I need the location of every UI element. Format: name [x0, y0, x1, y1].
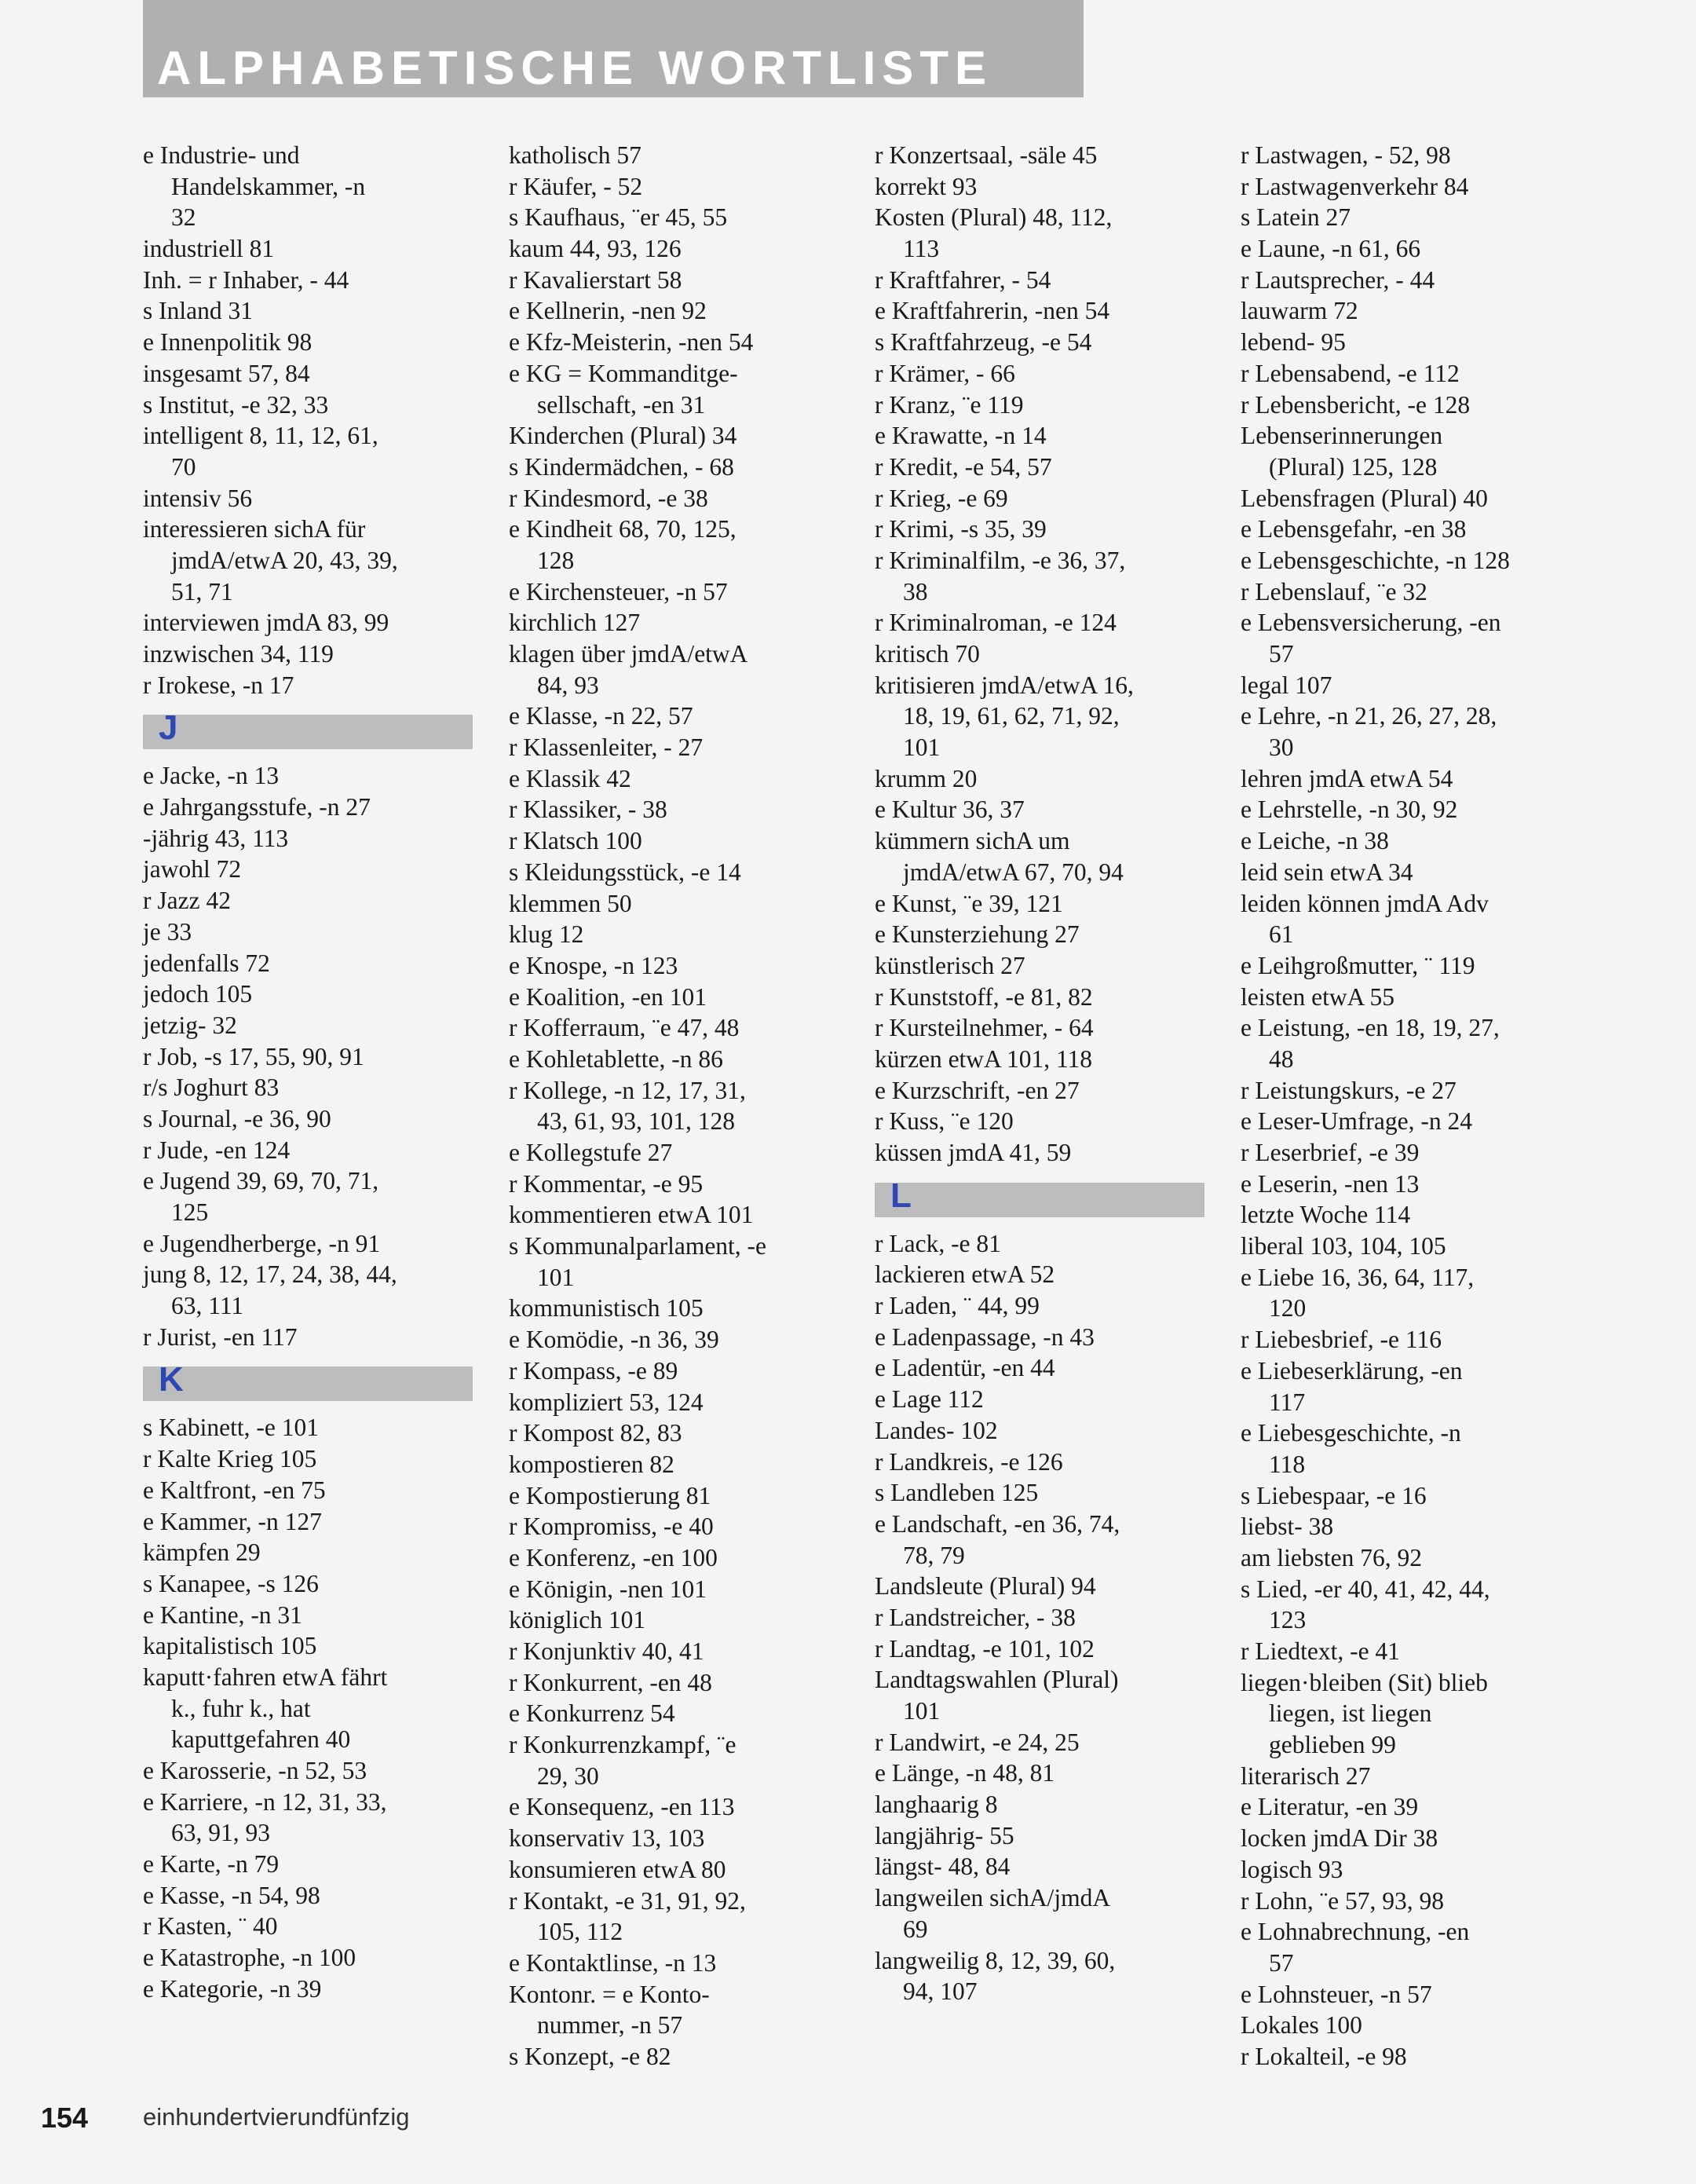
word-entry-line: langweilig 8, 12, 39, 60, — [875, 1946, 1116, 1974]
word-entry-line: r Lohn, ¨e 57, 93, 98 — [1241, 1886, 1444, 1915]
word-entry-line: e Kompostierung 81 — [509, 1481, 711, 1509]
word-entry-line: s Latein 27 — [1241, 203, 1351, 232]
word-entry-line: e Liebeserklärung, -en — [1241, 1356, 1463, 1385]
word-entry-line: jedoch 105 — [143, 980, 253, 1008]
word-entry-line: letzte Woche 114 — [1241, 1201, 1411, 1229]
word-entry-line: r Leserbrief, -e 39 — [1241, 1139, 1420, 1166]
word-entry-line: e Kategorie, -n 39 — [143, 1974, 322, 2003]
word-entry-line: 51, 71 — [171, 577, 233, 605]
word-entry-line: r Kavalierstart 58 — [509, 265, 682, 294]
word-entry-line: e Liebesgeschichte, -n — [1241, 1419, 1461, 1447]
section-header — [143, 708, 473, 749]
word-entry-line: e Leser-Umfrage, -n 24 — [1241, 1107, 1472, 1136]
word-column-4 — [1241, 140, 1594, 2072]
word-entry-line: r Landtag, -e 101, 102 — [875, 1634, 1095, 1663]
word-entry-line: e Konkurrenz 54 — [509, 1699, 675, 1728]
word-entry-line: r Kredit, -e 54, 57 — [875, 452, 1052, 481]
word-entry-line: langjährig- 55 — [875, 1821, 1014, 1849]
word-entry-line: 70 — [171, 452, 196, 481]
page-number-words: einhundertvierundfünfzig — [143, 2103, 410, 2131]
word-entry-line: kirchlich 127 — [509, 609, 641, 637]
word-entry-line: r Lautsprecher, - 44 — [1241, 265, 1435, 294]
word-entry-line: r Laden, ¨ 44, 99 — [875, 1292, 1040, 1320]
word-entry-line: s Lied, -er 40, 41, 42, 44, — [1241, 1575, 1490, 1603]
word-entry-line: e Karriere, -n 12, 31, 33, — [143, 1787, 387, 1816]
word-entry-line: 57 — [1269, 1948, 1294, 1977]
word-entry-line: e Ladentür, -en 44 — [875, 1354, 1055, 1382]
word-entry-line: s Kindermädchen, - 68 — [509, 452, 734, 481]
word-entry-line: e Konsequenz, -en 113 — [509, 1793, 735, 1821]
word-entry-line: korrekt 93 — [875, 172, 978, 200]
word-entry-line: 117 — [1269, 1388, 1306, 1416]
word-entry-line: r Kollege, -n 12, 17, 31, — [509, 1076, 746, 1104]
word-entry-line: (Plural) 125, 128 — [1269, 452, 1438, 481]
word-entry-line: r Kontakt, -e 31, 91, 92, — [509, 1886, 746, 1915]
word-entry-line: s Inland 31 — [143, 297, 253, 325]
word-entry-line: interessieren sichA für — [143, 515, 366, 543]
word-entry-line: jmdA/etwA 67, 70, 94 — [903, 858, 1124, 886]
word-entry-line: lehren jmdA etwA 54 — [1241, 764, 1453, 792]
word-entry-line: e Kammer, -n 127 — [143, 1507, 322, 1535]
word-entry-line: königlich 101 — [509, 1606, 646, 1634]
word-entry-line: e Leserin, -nen 13 — [1241, 1169, 1420, 1198]
word-entry-line: r Krieg, -e 69 — [875, 484, 1008, 512]
word-entry-line: r Kompass, -e 89 — [509, 1356, 678, 1385]
word-entry-line: kritisieren jmdA/etwA 16, — [875, 671, 1134, 699]
page-number: 154 — [41, 2102, 89, 2134]
word-entry-line: r Lastwagenverkehr 84 — [1241, 172, 1469, 200]
word-entry-line: e Lehre, -n 21, 26, 27, 28, — [1241, 702, 1497, 730]
word-entry-line: künstlerisch 27 — [875, 951, 1025, 979]
word-entry-line: 18, 19, 61, 62, 71, 92, — [903, 702, 1120, 730]
word-entry-line: r Konzertsaal, -säle 45 — [875, 141, 1098, 169]
word-entry-line: r Landkreis, -e 126 — [875, 1447, 1063, 1476]
word-entry-line: küssen jmdA 41, 59 — [875, 1139, 1072, 1166]
word-entry-line: krumm 20 — [875, 764, 978, 792]
word-entry-line: Kontonr. = e Konto- — [509, 1980, 710, 2008]
word-entry-line: r Lack, -e 81 — [875, 1229, 1001, 1257]
word-entry-line: e Laune, -n 61, 66 — [1241, 235, 1421, 263]
word-entry-line: 30 — [1269, 733, 1294, 762]
word-entry-line: e KG = Kommanditge- — [509, 359, 738, 387]
word-entry-line: liegen, ist liegen — [1269, 1699, 1432, 1728]
word-entry-line: s Kaufhaus, ¨er 45, 55 — [509, 203, 728, 232]
word-entry-line: Landes- 102 — [875, 1416, 998, 1444]
word-entry-line: e Kurzschrift, -en 27 — [875, 1076, 1080, 1104]
word-entry-line: e Karosserie, -n 52, 53 — [143, 1757, 367, 1784]
word-entry-line: literarisch 27 — [1241, 1761, 1371, 1790]
word-entry-line: e Komödie, -n 36, 39 — [509, 1326, 719, 1354]
word-entry-line: e Karte, -n 79 — [143, 1850, 280, 1879]
word-entry-line: e Kraftfahrerin, -nen 54 — [875, 297, 1110, 325]
word-entry-line: e Lebensversicherung, -en — [1241, 609, 1501, 637]
word-entry-line: r Lebenslauf, ¨e 32 — [1241, 577, 1427, 605]
word-entry-line: e Katastrophe, -n 100 — [143, 1944, 356, 1972]
word-entry-line: Landtagswahlen (Plural) — [875, 1666, 1119, 1694]
word-entry-line: s Institut, -e 32, 33 — [143, 390, 329, 419]
word-entry-line: Kosten (Plural) 48, 112, — [875, 203, 1113, 232]
word-entry-line: e Landschaft, -en 36, 74, — [875, 1509, 1120, 1538]
word-entry-line: e Lohnsteuer, -n 57 — [1241, 1980, 1432, 2008]
word-entry-line: 43, 61, 93, 101, 128 — [537, 1107, 735, 1136]
word-entry-line: r Kursteilnehmer, - 64 — [875, 1014, 1094, 1042]
word-entry-line: r Kofferraum, ¨e 47, 48 — [509, 1014, 740, 1042]
word-entry-line: r Käufer, - 52 — [509, 172, 643, 200]
word-entry-line: am liebsten 76, 92 — [1241, 1543, 1422, 1571]
word-entry-line: s Kabinett, -e 101 — [143, 1414, 319, 1442]
word-entry-line: jung 8, 12, 17, 24, 38, 44, — [143, 1260, 397, 1289]
word-entry-line: e Lehrstelle, -n 30, 92 — [1241, 796, 1458, 824]
word-entry-line: r Liedtext, -e 41 — [1241, 1637, 1400, 1665]
word-entry-line: r Kriminalroman, -e 124 — [875, 609, 1117, 637]
word-entry-line: r Kriminalfilm, -e 36, 37, — [875, 546, 1126, 574]
word-entry-line: intelligent 8, 11, 12, 61, — [143, 422, 378, 450]
word-entry-line: kapitalistisch 105 — [143, 1632, 317, 1660]
word-entry-line: klug 12 — [509, 920, 584, 949]
word-entry-line: logisch 93 — [1241, 1855, 1343, 1883]
word-entry-line: r Kompost 82, 83 — [509, 1419, 682, 1447]
section-header — [875, 1176, 1204, 1217]
word-entry-line: e Kfz-Meisterin, -nen 54 — [509, 328, 754, 357]
word-entry-line: 101 — [903, 733, 941, 762]
word-entry-line: e Klassik 42 — [509, 764, 631, 792]
word-entry-line: r Landstreicher, - 38 — [875, 1603, 1076, 1631]
word-entry-line: 78, 79 — [903, 1541, 965, 1569]
word-entry-line: 61 — [1269, 920, 1294, 949]
word-entry-line: e Kirchensteuer, -n 57 — [509, 577, 728, 605]
word-entry-line: 63, 111 — [171, 1292, 244, 1320]
word-entry-line: r Klassiker, - 38 — [509, 796, 667, 824]
word-entry-line: liegen·bleiben (Sit) blieb — [1241, 1668, 1488, 1696]
word-entry-line: kompostieren 82 — [509, 1450, 674, 1478]
word-entry-line: sellschaft, -en 31 — [537, 390, 706, 419]
word-entry-line: e Klasse, -n 22, 57 — [509, 702, 693, 730]
word-entry-line: jmdA/etwA 20, 43, 39, — [171, 546, 398, 574]
word-entry-line: Lebenserinnerungen — [1241, 422, 1443, 450]
word-entry-line: kommentieren etwA 101 — [509, 1201, 754, 1229]
word-entry-line: kaum 44, 93, 126 — [509, 235, 682, 263]
word-entry-line: e Literatur, -en 39 — [1241, 1793, 1419, 1821]
word-column-2 — [509, 140, 866, 2072]
word-entry-line: s Kraftfahrzeug, -e 54 — [875, 328, 1092, 357]
word-entry-line: r Lokalteil, -e 98 — [1241, 2042, 1407, 2070]
word-entry-line: 69 — [903, 1915, 928, 1943]
word-entry-line: r/s Joghurt 83 — [143, 1074, 280, 1102]
word-entry-line: Inh. = r Inhaber, - 44 — [143, 265, 349, 294]
word-entry-line: e Lebensgeschichte, -n 128 — [1241, 546, 1510, 574]
word-entry-line: 128 — [537, 546, 575, 574]
word-entry-line: e Koalition, -en 101 — [509, 982, 707, 1011]
word-entry-line: langhaarig 8 — [875, 1791, 998, 1819]
word-entry-line: r Lastwagen, - 52, 98 — [1241, 141, 1451, 169]
word-entry-line: jedenfalls 72 — [143, 949, 270, 977]
word-entry-line: r Kunststoff, -e 81, 82 — [875, 982, 1093, 1011]
word-entry-line: e Kantine, -n 31 — [143, 1601, 302, 1629]
word-entry-line: katholisch 57 — [509, 141, 641, 169]
word-entry-line: insgesamt 57, 84 — [143, 359, 310, 387]
word-entry-line: 101 — [537, 1263, 575, 1291]
word-entry-line: Handelskammer, -n — [171, 172, 366, 200]
word-entry-line: jawohl 72 — [143, 855, 242, 883]
word-entry-line: s Kleidungsstück, -e 14 — [509, 858, 741, 886]
word-entry-line: kaputt·fahren etwA fährt — [143, 1663, 388, 1691]
word-entry-line: kritisch 70 — [875, 640, 980, 668]
word-entry-line: r Lebensabend, -e 112 — [1241, 359, 1460, 387]
word-entry-line: r Klassenleiter, - 27 — [509, 733, 704, 762]
word-entry-line: r Kommentar, -e 95 — [509, 1169, 704, 1198]
word-entry-line: kürzen etwA 101, 118 — [875, 1044, 1093, 1073]
word-entry-line: nummer, -n 57 — [537, 2011, 683, 2039]
word-entry-line: e Königin, -nen 101 — [509, 1575, 707, 1603]
word-entry-line: 63, 91, 93 — [171, 1819, 270, 1847]
word-entry-line: r Kompromiss, -e 40 — [509, 1513, 714, 1541]
word-entry-line: r Kindesmord, -e 38 — [509, 484, 708, 512]
word-entry-line: e Lage 112 — [875, 1385, 984, 1414]
word-entry-line: r Kuss, ¨e 120 — [875, 1107, 1014, 1136]
word-entry-line: e Jugend 39, 69, 70, 71, — [143, 1167, 379, 1195]
word-entry-line: 94, 107 — [903, 1977, 978, 2006]
word-entry-line: intensiv 56 — [143, 484, 253, 512]
word-entry-line: e Kellnerin, -nen 92 — [509, 297, 707, 325]
word-entry-line: e Konferenz, -en 100 — [509, 1543, 718, 1571]
word-entry-line: e Innenpolitik 98 — [143, 328, 313, 357]
word-entry-line: r Irokese, -n 17 — [143, 671, 294, 699]
word-entry-line: 48 — [1269, 1044, 1294, 1073]
word-entry-line: e Leiche, -n 38 — [1241, 827, 1389, 855]
word-entry-line: 29, 30 — [537, 1761, 599, 1790]
word-entry-line: 120 — [1269, 1294, 1307, 1322]
word-entry-line: e Lohnabrechnung, -en — [1241, 1918, 1470, 1946]
word-entry-line: lebend- 95 — [1241, 328, 1346, 357]
word-entry-line: e Kontaktlinse, -n 13 — [509, 1948, 717, 1977]
word-entry-line: e Kultur 36, 37 — [875, 796, 1025, 824]
word-entry-line: e Kohletablette, -n 86 — [509, 1044, 723, 1073]
word-entry-line: locken jmdA Dir 38 — [1241, 1824, 1438, 1853]
word-entry-line: kümmern sichA um — [875, 827, 1070, 855]
word-entry-line: e Kunsterziehung 27 — [875, 920, 1080, 949]
word-entry-line: r Krimi, -s 35, 39 — [875, 515, 1047, 543]
word-entry-line: r Konkurrenzkampf, ¨e — [509, 1731, 737, 1759]
word-entry-line: e Liebe 16, 36, 64, 117, — [1241, 1263, 1475, 1291]
word-entry-line: interviewen jmdA 83, 99 — [143, 609, 389, 637]
word-entry-line: Lokales 100 — [1241, 2011, 1362, 2039]
word-entry-line: 32 — [171, 203, 196, 232]
word-entry-line: -jährig 43, 113 — [143, 824, 289, 852]
word-entry-line: r Liebesbrief, -e 116 — [1241, 1326, 1442, 1354]
word-entry-line: e Lebensgefahr, -en 38 — [1241, 515, 1467, 543]
word-entry-line: legal 107 — [1241, 671, 1332, 699]
word-entry-line: konsumieren etwA 80 — [509, 1855, 726, 1883]
word-entry-line: e Kasse, -n 54, 98 — [143, 1881, 320, 1909]
word-entry-line: kämpfen 29 — [143, 1538, 261, 1567]
word-entry-line: s Liebespaar, -e 16 — [1241, 1481, 1427, 1509]
word-entry-line: r Jazz 42 — [143, 887, 231, 915]
word-entry-line: kaputtgefahren 40 — [171, 1725, 351, 1754]
word-entry-line: liberal 103, 104, 105 — [1241, 1232, 1446, 1260]
word-entry-line: r Kalte Krieg 105 — [143, 1445, 317, 1473]
word-entry-line: klemmen 50 — [509, 889, 632, 917]
word-entry-line: 57 — [1269, 640, 1294, 668]
word-entry-line: r Kranz, ¨e 119 — [875, 390, 1024, 419]
word-entry-line: 101 — [903, 1697, 941, 1725]
section-letter: L — [890, 1176, 912, 1215]
section-header — [143, 1360, 473, 1401]
word-entry-line: r Kasten, ¨ 40 — [143, 1912, 278, 1941]
word-entry-line: e Kollegstufe 27 — [509, 1139, 673, 1166]
word-entry-line: liebst- 38 — [1241, 1513, 1334, 1541]
word-entry-line: e Krawatte, -n 14 — [875, 422, 1047, 450]
word-entry-line: industriell 81 — [143, 235, 275, 263]
word-entry-line: geblieben 99 — [1269, 1731, 1396, 1759]
word-entry-line: längst- 48, 84 — [875, 1853, 1011, 1881]
section-letter: K — [159, 1360, 184, 1399]
word-entry-line: e Kindheit 68, 70, 125, — [509, 515, 737, 543]
word-entry-line: e Jugendherberge, -n 91 — [143, 1229, 381, 1257]
word-entry-line: s Journal, -e 36, 90 — [143, 1104, 331, 1132]
word-entry-line: r Konkurrent, -en 48 — [509, 1668, 712, 1696]
word-entry-line: r Landwirt, -e 24, 25 — [875, 1728, 1080, 1756]
word-entry-line: r Kraftfahrer, - 54 — [875, 265, 1051, 294]
word-entry-line: s Landleben 125 — [875, 1479, 1039, 1507]
word-entry-line: lackieren etwA 52 — [875, 1260, 1055, 1289]
word-entry-line: 113 — [903, 235, 940, 263]
word-entry-line: e Industrie- und — [143, 141, 300, 169]
word-entry-line: r Jurist, -en 117 — [143, 1322, 298, 1351]
word-column-1 — [143, 140, 481, 2005]
word-entry-line: Landsleute (Plural) 94 — [875, 1572, 1096, 1601]
word-entry-line: 84, 93 — [537, 671, 599, 699]
word-entry-line: jetzig- 32 — [143, 1011, 237, 1039]
word-entry-line: e Ladenpassage, -n 43 — [875, 1322, 1095, 1351]
word-entry-line: r Krämer, - 66 — [875, 359, 1015, 387]
word-entry-line: e Leistung, -en 18, 19, 27, — [1241, 1014, 1500, 1042]
word-entry-line: leid sein etwA 34 — [1241, 858, 1413, 886]
word-entry-line: leiden können jmdA Adv — [1241, 889, 1489, 917]
word-entry-line: leisten etwA 55 — [1241, 982, 1394, 1011]
word-entry-line: e Kunst, ¨e 39, 121 — [875, 889, 1063, 917]
word-entry-line: r Job, -s 17, 55, 90, 91 — [143, 1042, 364, 1070]
word-entry-line: 118 — [1269, 1450, 1306, 1478]
word-entry-line: e Knospe, -n 123 — [509, 951, 678, 979]
word-entry-line: 125 — [171, 1198, 209, 1226]
word-entry-line: langweilen sichA/jmdA — [875, 1884, 1111, 1912]
word-entry-line: e Kaltfront, -en 75 — [143, 1476, 326, 1504]
word-entry-line: e Leihgroßmutter, ¨ 119 — [1241, 951, 1475, 979]
word-column-3 — [875, 140, 1220, 2007]
word-entry-line: r Jude, -en 124 — [143, 1136, 291, 1164]
word-entry-line: klagen über jmdA/etwA — [509, 640, 748, 668]
word-entry-line: e Länge, -n 48, 81 — [875, 1759, 1055, 1787]
word-entry-line: e Jahrgangsstufe, -n 27 — [143, 793, 371, 821]
word-entry-line: s Kanapee, -s 126 — [143, 1569, 319, 1597]
word-entry-line: Kinderchen (Plural) 34 — [509, 422, 737, 450]
section-letter: J — [159, 708, 178, 748]
word-entry-line: kompliziert 53, 124 — [509, 1388, 704, 1416]
word-entry-line: k., fuhr k., hat — [171, 1694, 311, 1722]
word-entry-line: 38 — [903, 577, 928, 605]
word-entry-line: r Klatsch 100 — [509, 827, 642, 855]
word-entry-line: r Konjunktiv 40, 41 — [509, 1637, 704, 1665]
word-entry-line: konservativ 13, 103 — [509, 1824, 705, 1853]
word-entry-line: r Leistungskurs, -e 27 — [1241, 1076, 1457, 1104]
word-entry-line: s Kommunalparlament, -e — [509, 1232, 767, 1260]
word-entry-line: r Lebensbericht, -e 128 — [1241, 390, 1471, 419]
word-entry-line: e Jacke, -n 13 — [143, 762, 280, 790]
page-title: ALPHABETISCHE WORTLISTE — [157, 42, 992, 94]
word-entry-line: lauwarm 72 — [1241, 297, 1358, 325]
word-entry-line: Lebensfragen (Plural) 40 — [1241, 484, 1488, 512]
word-entry-line: s Konzept, -e 82 — [509, 2042, 671, 2070]
word-entry-line: kommunistisch 105 — [509, 1294, 704, 1322]
word-entry-line: inzwischen 34, 119 — [143, 640, 334, 668]
word-entry-line: je 33 — [143, 917, 192, 946]
word-entry-line: 123 — [1269, 1606, 1307, 1634]
word-entry-line: 105, 112 — [537, 1918, 623, 1946]
